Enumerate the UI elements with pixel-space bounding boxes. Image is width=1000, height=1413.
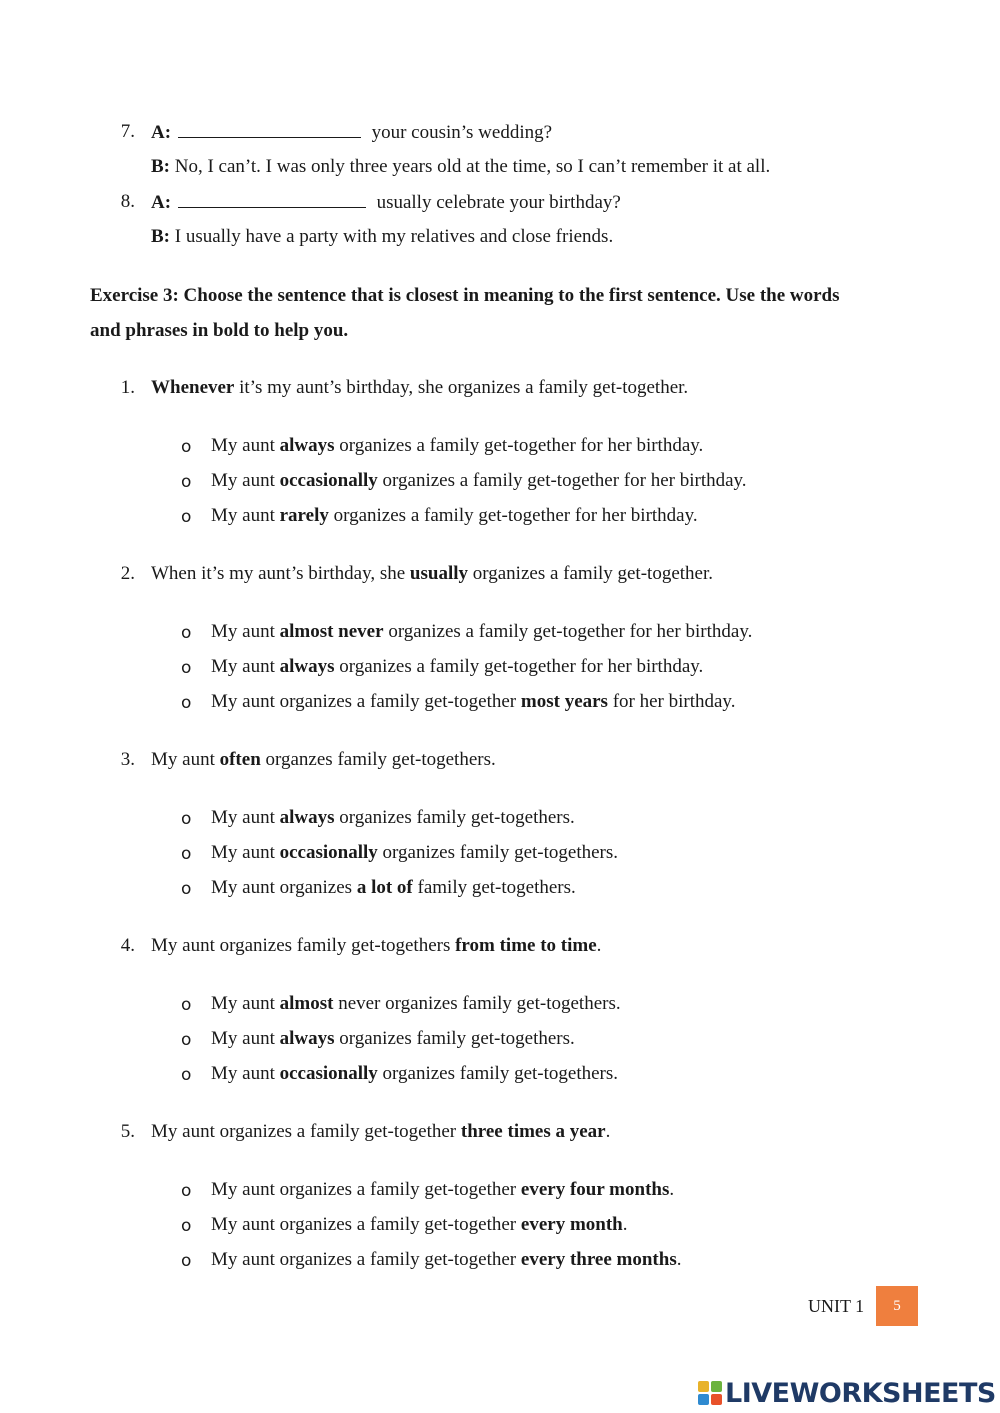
question-number: 3. (120, 749, 135, 770)
exercise-instruction-cont: and phrases in bold to help you. (90, 320, 349, 341)
option-radio[interactable]: o (181, 623, 192, 643)
option-text[interactable]: My aunt always organizes family get-togethers. (211, 807, 575, 828)
question-number: 2. (120, 563, 135, 584)
question-text: your cousin’s wedding? (371, 122, 553, 143)
option-radio[interactable]: o (181, 472, 192, 492)
item-number: 7. (120, 121, 135, 142)
logo-tile-icon (698, 1381, 709, 1392)
speaker-b-line (151, 225, 613, 249)
option-text[interactable]: My aunt occasionally organizes a family get-together for her birthday. (211, 470, 747, 491)
option-radio[interactable]: o (181, 507, 192, 527)
prompt-text: it’s my aunt’s birthday, she organizes a family get-together. (234, 377, 689, 398)
option-radio[interactable]: o (181, 693, 192, 713)
answer-blank[interactable] (178, 190, 366, 208)
question-text: usually celebrate your birthday? (376, 192, 621, 213)
option-text[interactable]: My aunt organizes a lot of family get-togethers. (211, 877, 576, 898)
option-text[interactable]: My aunt almost never organizes a family get-together for her birthday. (211, 621, 753, 642)
prompt-text: . (596, 935, 602, 956)
option-radio[interactable]: o (181, 879, 192, 899)
answer-text: No, I can’t. I was only three years old at the time, so I can’t remember it at all. (174, 156, 771, 177)
speaker-a-line (151, 190, 621, 215)
logo-tile-icon (711, 1394, 722, 1405)
prompt-text: organzes family get-togethers. (260, 749, 496, 770)
speaker-label: A: (151, 192, 172, 213)
question-number: 5. (120, 1121, 135, 1142)
prompt-keyword: three times a year (460, 1121, 606, 1142)
page-number: 5 (876, 1286, 918, 1326)
question-number: 1. (120, 377, 135, 398)
option-text[interactable]: My aunt organizes a family get-together every month. (211, 1214, 628, 1235)
item-number: 8. (120, 191, 135, 212)
logo-text: LIVEWORKSHEETS (725, 1377, 996, 1409)
answer-text: I usually have a party with my relatives and close friends. (174, 226, 614, 247)
option-radio[interactable]: o (181, 1030, 192, 1050)
option-radio[interactable]: o (181, 1251, 192, 1271)
prompt-text: . (605, 1121, 611, 1142)
prompt-keyword: from time to time (455, 935, 597, 956)
speaker-b-line (151, 155, 770, 179)
option-radio[interactable]: o (181, 658, 192, 678)
logo-mark-icon (698, 1381, 722, 1405)
question-prompt (151, 748, 496, 772)
option-text[interactable]: My aunt almost never organizes family get-togethers. (211, 993, 621, 1014)
question-number: 4. (120, 935, 135, 956)
option-text[interactable]: My aunt organizes a family get-together every four months. (211, 1179, 675, 1200)
speaker-a-line (151, 120, 552, 145)
question-prompt (151, 1120, 610, 1144)
option-radio[interactable]: o (181, 995, 192, 1015)
prompt-keyword: usually (409, 563, 469, 584)
option-text[interactable]: My aunt organizes a family get-together every three months. (211, 1249, 682, 1270)
prompt-keyword: Whenever (151, 377, 235, 398)
option-text[interactable]: My aunt occasionally organizes family get-togethers. (211, 842, 619, 863)
option-text[interactable]: My aunt always organizes a family get-together for her birthday. (211, 656, 704, 677)
question-prompt (151, 376, 688, 400)
option-radio[interactable]: o (181, 809, 192, 829)
option-text[interactable]: My aunt occasionally organizes family get-togethers. (211, 1063, 619, 1084)
speaker-label: B: (151, 156, 170, 177)
option-text[interactable]: My aunt organizes a family get-together most years for her birthday. (211, 691, 736, 712)
question-prompt (151, 562, 713, 586)
prompt-text: My aunt organizes a family get-together (151, 1121, 461, 1142)
option-text[interactable]: My aunt rarely organizes a family get-together for her birthday. (211, 505, 698, 526)
speaker-label: B: (151, 226, 170, 247)
option-radio[interactable]: o (181, 437, 192, 457)
speaker-label: A: (151, 122, 172, 143)
option-radio[interactable]: o (181, 1065, 192, 1085)
answer-blank[interactable] (178, 120, 361, 138)
liveworksheets-logo (698, 1378, 996, 1408)
prompt-text: organizes a family get-together. (468, 563, 713, 584)
option-text[interactable]: My aunt always organizes a family get-together for her birthday. (211, 435, 704, 456)
prompt-text: When it’s my aunt’s birthday, she (151, 563, 410, 584)
option-radio[interactable]: o (181, 844, 192, 864)
question-prompt (151, 934, 601, 958)
option-radio[interactable]: o (181, 1216, 192, 1236)
option-text[interactable]: My aunt always organizes family get-togethers. (211, 1028, 575, 1049)
unit-label: UNIT 1 (808, 1296, 865, 1316)
exercise-instruction: Exercise 3: Choose the sentence that is closest in meaning to the first sentence. Use the words (90, 285, 840, 306)
logo-tile-icon (711, 1381, 722, 1392)
logo-tile-icon (698, 1394, 709, 1405)
option-radio[interactable]: o (181, 1181, 192, 1201)
prompt-text: My aunt organizes family get-togethers (151, 935, 456, 956)
prompt-text: My aunt (151, 749, 220, 770)
prompt-keyword: often (219, 749, 261, 770)
